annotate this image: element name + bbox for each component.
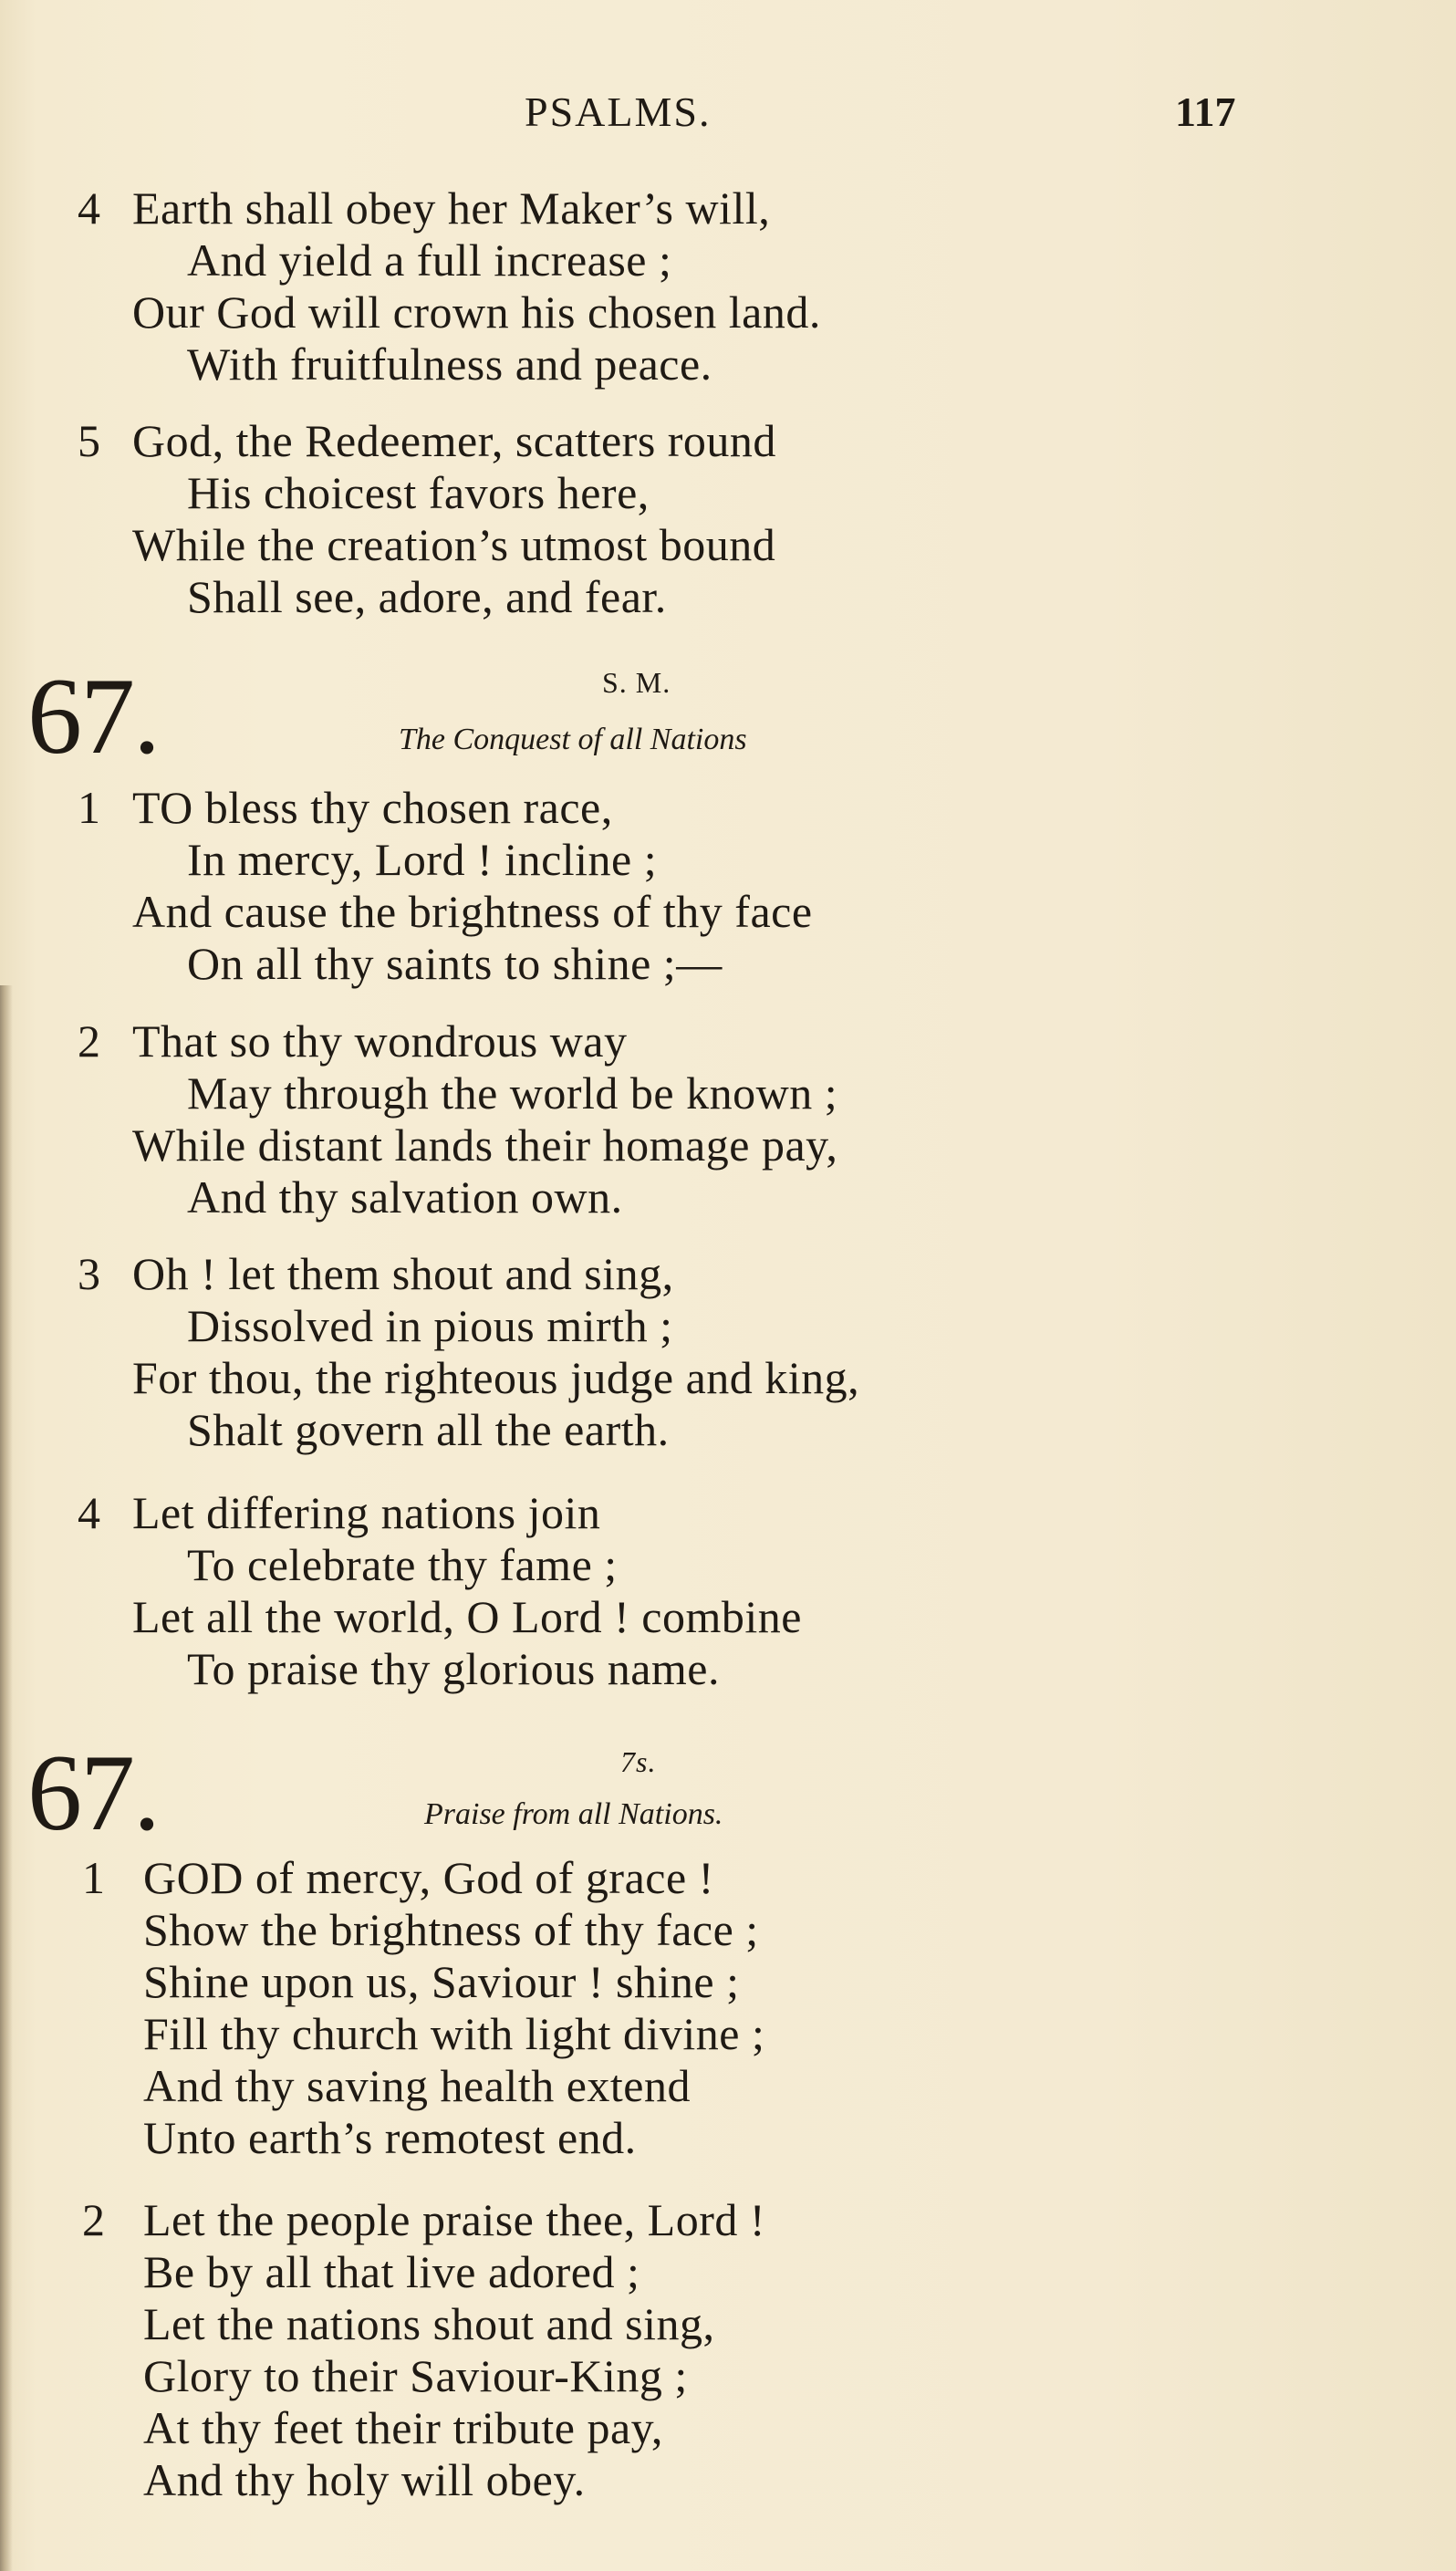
- hymn-title: Praise from all Nations.: [424, 1797, 723, 1831]
- spine-shadow: [0, 985, 13, 2571]
- header-title: PSALMS.: [525, 88, 712, 135]
- stanza-number: 2: [82, 2194, 105, 2245]
- hymn-number: 67.: [27, 655, 159, 776]
- stanza-number: 5: [78, 415, 100, 466]
- verse-line: Shall see, adore, and fear.: [187, 571, 667, 622]
- verse-line: Shine upon us, Saviour ! shine ;: [143, 1956, 740, 2007]
- stanza-number: 4: [78, 1487, 100, 1538]
- stanza-number: 2: [78, 1015, 100, 1067]
- verse-line: Glory to their Saviour-King ;: [143, 2350, 688, 2401]
- verse-line: Our God will crown his chosen land.: [132, 286, 821, 338]
- verse-line: While distant lands their homage pay,: [132, 1119, 838, 1171]
- verse-line: On all thy saints to shine ;—: [187, 938, 723, 989]
- verse-line: God, the Redeemer, scatters round: [132, 415, 776, 466]
- verse-line: Let differing nations join: [132, 1487, 601, 1538]
- verse-line: Fill thy church with light divine ;: [143, 2008, 765, 2059]
- hymn-meter: 7s.: [620, 1745, 657, 1778]
- stanza-number: 1: [78, 782, 100, 833]
- verse-line: Shalt govern all the earth.: [187, 1404, 670, 1455]
- verse-line: That so thy wondrous way: [132, 1015, 628, 1067]
- verse-line: And yield a full increase ;: [187, 234, 672, 286]
- stanza-number: 4: [78, 182, 100, 234]
- verse-line: Let all the world, O Lord ! combine: [132, 1591, 802, 1642]
- verse-line: In mercy, Lord ! incline ;: [187, 834, 658, 885]
- verse-line: And cause the brightness of thy face: [132, 886, 813, 937]
- verse-line: For thou, the righteous judge and king,: [132, 1352, 860, 1403]
- hymn-meter: S. M.: [602, 666, 671, 699]
- page-number: 117: [1175, 88, 1236, 135]
- verse-line: And thy salvation own.: [187, 1171, 623, 1223]
- verse-line: Let the people praise thee, Lord !: [143, 2194, 765, 2245]
- verse-line: Be by all that live adored ;: [143, 2246, 640, 2297]
- verse-line: May through the world be known ;: [187, 1067, 838, 1119]
- verse-line: To praise thy glorious name.: [187, 1643, 720, 1694]
- running-header: [0, 88, 1456, 142]
- verse-line: Dissolved in pious mirth ;: [187, 1300, 673, 1351]
- verse-line: With fruitfulness and peace.: [187, 338, 712, 390]
- verse-line: And thy saving health extend: [143, 2060, 691, 2111]
- verse-line: To celebrate thy fame ;: [187, 1539, 618, 1590]
- stanza-number: 3: [78, 1248, 100, 1299]
- verse-line: Unto earth’s remotest end.: [143, 2112, 637, 2163]
- verse-line: While the creation’s utmost bound: [132, 519, 776, 570]
- verse-line: Show the brightness of thy face ;: [143, 1904, 759, 1955]
- verse-line: And thy holy will obey.: [143, 2454, 586, 2505]
- verse-line: GOD of mercy, God of grace !: [143, 1852, 714, 1903]
- verse-line: His choicest favors here,: [187, 467, 650, 518]
- hymn-number: 67.: [27, 1732, 159, 1853]
- hymn-title: The Conquest of all Nations: [399, 723, 747, 756]
- verse-line: At thy feet their tribute pay,: [143, 2402, 663, 2453]
- stanza-number: 1: [82, 1852, 105, 1903]
- verse-line: Oh ! let them shout and sing,: [132, 1248, 674, 1299]
- verse-line: TO bless thy chosen race,: [132, 782, 613, 833]
- verse-line: Let the nations shout and sing,: [143, 2298, 715, 2349]
- verse-line: Earth shall obey her Maker’s will,: [132, 182, 771, 234]
